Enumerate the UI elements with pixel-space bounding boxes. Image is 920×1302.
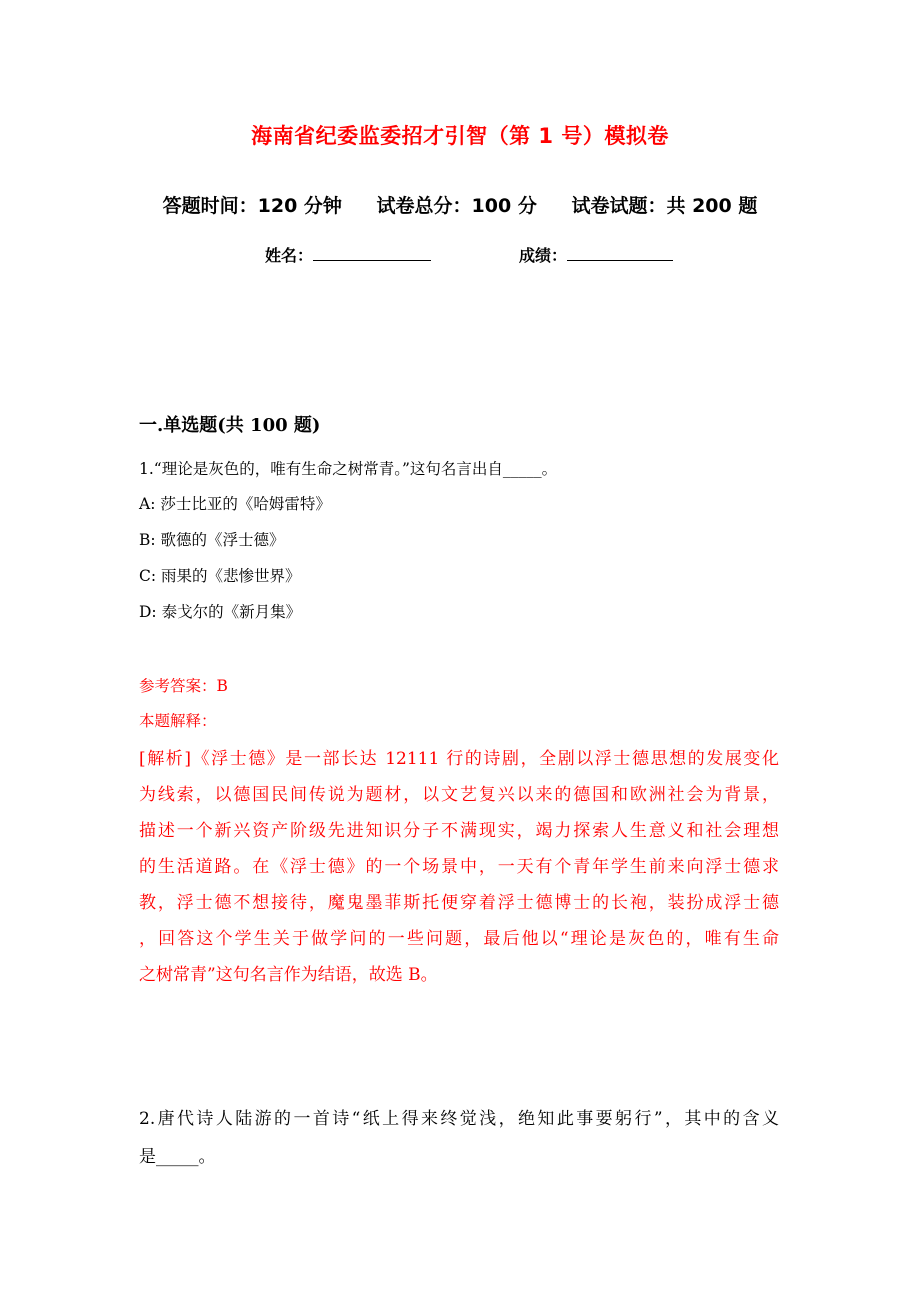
question-1-stem: 1.“理论是灰色的，唯有生命之树常青。”这句名言出自_____。 [139,460,558,478]
exam-question-count: 试卷试题：共 200 题 [571,195,758,217]
question-2-stem-line: 2.唐代诗人陆游的一首诗“纸上得来终觉浅，绝知此事要躬行”，其中的含义 [139,1109,779,1129]
question-1-option-c: C: 雨果的《悲惨世界》 [139,567,301,585]
name-blank[interactable] [313,245,431,261]
explanation-line: ，回答这个学生关于做学问的一些问题，最后他以“理论是灰色的，唯有生命 [139,929,779,949]
explanation-line: 教，浮士德不想接待，魔鬼墨菲斯托便穿着浮士德博士的长袍，装扮成浮士德 [139,893,779,913]
explanation-line: 描述一个新兴资产阶级先进知识分子不满现实，竭力探索人生意义和社会理想 [139,821,779,841]
section-heading: 一.单选题(共 100 题) [139,415,321,436]
explanation-line: [解析]《浮士德》是一部长达 12111 行的诗剧，全剧以浮士德思想的发展变化 [139,749,779,769]
question-1-option-a: A: 莎士比亚的《哈姆雷特》 [139,495,331,513]
score-blank[interactable] [567,245,673,261]
name-field [265,243,431,266]
explanation-line: 的生活道路。在《浮士德》的一个场景中，一天有个青年学生前来向浮士德求 [139,857,779,877]
score-field [519,243,673,266]
exam-time: 答题时间：120 分钟 [162,195,342,217]
question-1-option-b: B: 歌德的《浮士德》 [139,531,285,549]
score-label: 成绩： [519,246,568,265]
question-1-option-d: D: 泰戈尔的《新月集》 [139,603,302,621]
question-1-explanation-label: 本题解释： [139,712,217,730]
explanation-line: 为线索，以德国民间传说为题材，以文艺复兴以来的德国和欧洲社会为背景， [139,785,779,805]
question-1-answer: 参考答案：B [139,677,228,695]
exam-total-score: 试卷总分：100 分 [376,195,537,217]
question-2-stem-line: 是_____。 [139,1147,216,1167]
exam-title: 海南省纪委监委招才引智（第 1 号）模拟卷 [251,124,669,148]
explanation-line: 之树常青”这句名言作为结语，故选 B。 [139,965,438,985]
exam-meta [0,191,920,218]
name-label: 姓名： [265,246,314,265]
